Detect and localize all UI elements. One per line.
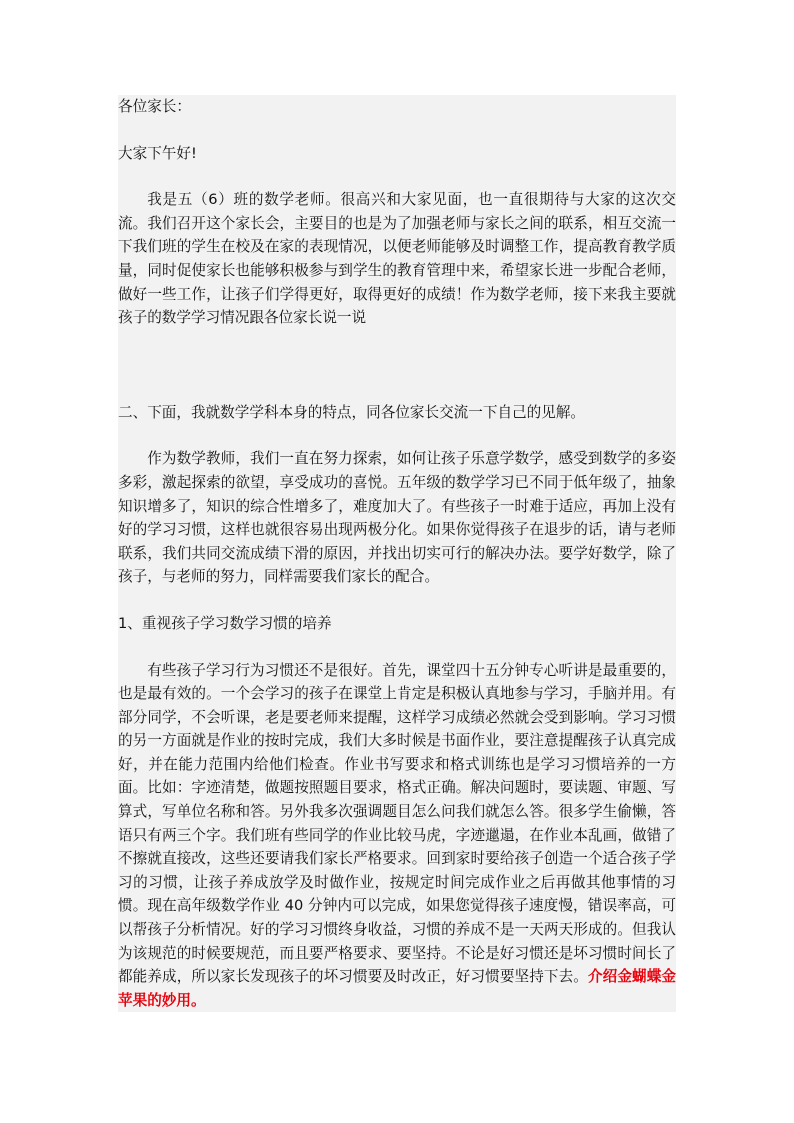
section-two-heading: 二、下面，我就数学学科本身的特点，同各位家长交流一下自己的见解。 — [118, 403, 586, 421]
subheading-study-habits: 1、重视孩子学习数学习惯的培养 — [118, 614, 332, 632]
habits-paragraph — [118, 659, 676, 1013]
letter-body — [118, 95, 676, 1012]
section-two-paragraph: 作为数学教师，我们一直在努力探索，如何让孩子乐意学数学，感受到数学的多姿多彩，激起探索的欲望，享受成功的喜悦。五年级的数学学习已不同于低年级了，抽象知识增多了，知识的综合性增多了，难度加大了。有些孩子一时难于适应，再加上没有好的学习习惯，这样也就很容易出现两极分化。如果你觉得孩子在退步的话，请与老师联系，我们共同交流成绩下滑的原因，并找出切实可行的解决办法。要学好数学，除了孩子，与老师的努力，同样需要我们家长的配合。 — [118, 450, 676, 586]
habits-paragraph-text: 有些孩子学习行为习惯还不是很好。首先，课堂四十五分钟专心听讲是最重要的，也是最有效的。一个会学习的孩子在课堂上肯定是积极认真地参与学习，手脑并用。有部分同学，不会听课，老是要老师来提醒，这样学习成绩必然就会受到影响。学习习惯的另一方面就是作业的按时完成，我们大多时候是书面作业，要注意提醒孩子认真完成好，并在能力范围内给他们检查。作业书写要求和格式训练也是学习习惯培养的一方面。比如：字迹清楚，做题按照题目要求，格式正确。解决问题时，要读题、审题、写算式，写单位名称和答。另外我多次强调题目怎么问我们就怎么答。很多学生偷懒，答语只有两三个字。我们班有些同学的作业比较马虎，字迹邋遢，在作业本乱画，做错了不擦就直接改，这些还要请我们家长严格要求。回到家时要给孩子创造一个适合孩子学习的习惯，让孩子养成放学及时做作业，按规定时间完成作业之后再做其他事情的习惯。现在高年级数学作业 40 分钟内可以完成，如果您觉得孩子速度慢，错误率高，可以帮孩子分析情况。好的学习习惯终身收益，习惯的养成不是一天两天形成的。但我认为该规范的时候要规范，而且要严格要求、要坚持。不论是好习惯还是坏习惯时间长了都能养成，所以家长发现孩子的坏习惯要及时改正，好习惯要坚持下去。 — [118, 661, 676, 986]
greeting: 大家下午好! — [118, 144, 197, 162]
highlight-link[interactable]: 介绍金蝴蝶金苹果的妙用。 — [118, 968, 676, 1009]
intro-paragraph: 我是五（6）班的数学老师。很高兴和大家见面，也一直很期待与大家的这次交流。我们召开这个家长会，主要目的也是为了加强老师与家长之间的联系，相互交流一下我们班的学生在校及在家的表现情况，以便老师能够及时调整工作，提高教育教学质量，同时促使家长也能够积极参与到学生的教育管理中来，希望家长进一步配合老师，做好一些工作，让孩子们学得更好，取得更好的成绩！作为数学老师，接下来我主要就孩子的数学学习情况跟各位家长说一说 — [118, 191, 676, 327]
salutation: 各位家长： — [118, 98, 191, 115]
